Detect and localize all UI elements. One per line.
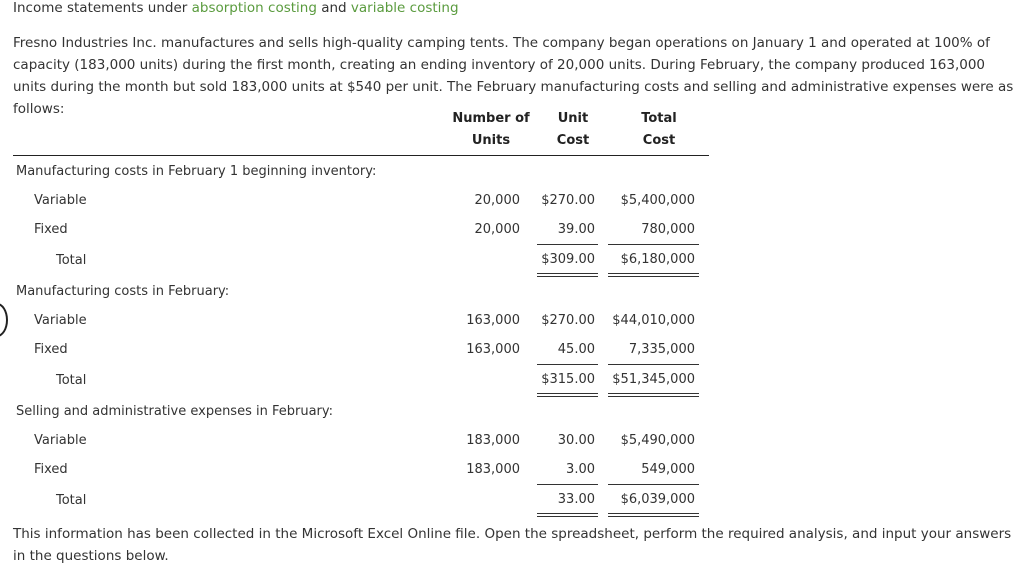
total-cost-cell: 549,000 <box>641 462 695 477</box>
total-double-rule <box>537 393 598 397</box>
section-title: Selling and administrative expenses in February: <box>16 404 334 419</box>
total-cost-total: $6,039,000 <box>620 492 695 507</box>
unit-cost-cell: $270.00 <box>541 193 595 208</box>
row-label-variable: Variable <box>34 313 87 328</box>
heading-prefix: Income statements under <box>13 0 192 16</box>
header-units-line2: Units <box>471 133 511 148</box>
units-cell: 20,000 <box>474 222 520 237</box>
subtotal-rule <box>608 364 699 365</box>
total-double-rule <box>608 273 699 277</box>
subtotal-rule <box>537 364 598 365</box>
variable-costing-link[interactable]: variable costing <box>350 0 459 16</box>
row-label-fixed: Fixed <box>34 342 68 357</box>
intro-paragraph: Fresno Industries Inc. manufactures and sells high-quality camping tents. The company began operations on January 1 and operated at 100% of capacity (183,000 units) during the first month, creating an ending inventory of 20,000 units. During February, the company produced 163,000 units during the month but sold 183,000 units at $540 per unit. The February manufacturing costs and selling and administrative expenses were as follows: <box>13 35 1014 117</box>
row-label-variable: Variable <box>34 193 87 208</box>
section-title: Manufacturing costs in February 1 beginning inventory: <box>16 164 377 179</box>
total-double-rule <box>537 513 598 517</box>
total-cost-cell: $44,010,000 <box>612 313 695 328</box>
units-cell: 20,000 <box>474 193 520 208</box>
units-cell: 163,000 <box>466 342 520 357</box>
row-label-total: Total <box>56 493 87 508</box>
total-cost-cell: 780,000 <box>641 222 695 237</box>
page-heading <box>13 0 459 17</box>
total-cost-cell: $5,490,000 <box>620 433 695 448</box>
total-cost-total: $6,180,000 <box>620 252 695 267</box>
total-double-rule <box>608 513 699 517</box>
units-cell: 183,000 <box>466 433 520 448</box>
subtotal-rule <box>608 484 699 485</box>
absorption-costing-link[interactable]: absorption costing <box>191 0 317 16</box>
header-unit-line1: Unit <box>557 111 589 126</box>
unit-cost-cell: 30.00 <box>557 433 595 448</box>
total-double-rule <box>537 273 598 277</box>
subtotal-rule <box>537 484 598 485</box>
header-total-line2: Cost <box>642 133 676 148</box>
heading-and: and <box>316 0 351 16</box>
radio-indicator-icon <box>0 303 8 337</box>
total-double-rule <box>608 393 699 397</box>
row-label-fixed: Fixed <box>34 462 68 477</box>
unit-cost-cell: $270.00 <box>541 313 595 328</box>
row-label-fixed: Fixed <box>34 222 68 237</box>
row-label-total: Total <box>56 373 87 388</box>
total-cost-cell: 7,335,000 <box>628 342 695 357</box>
header-unit-cost <box>538 108 608 152</box>
unit-cost-total: $315.00 <box>541 372 595 387</box>
unit-cost-cell: 39.00 <box>557 222 595 237</box>
total-cost-total: $51,345,000 <box>612 372 695 387</box>
units-cell: 183,000 <box>466 462 520 477</box>
units-cell: 163,000 <box>466 313 520 328</box>
unit-cost-total: 33.00 <box>557 492 595 507</box>
row-label-variable: Variable <box>34 433 87 448</box>
unit-cost-cell: 3.00 <box>566 462 595 477</box>
section-title: Manufacturing costs in February: <box>16 284 230 299</box>
header-total-line1: Total <box>641 111 677 126</box>
unit-cost-cell: 45.00 <box>557 342 595 357</box>
row-label-total: Total <box>56 253 87 268</box>
header-number-of-units <box>446 108 536 152</box>
header-total-cost <box>619 108 699 152</box>
header-unit-line2: Cost <box>556 133 590 148</box>
footer-paragraph: This information has been collected in the Microsoft Excel Online file. Open the spreadsheet, perform the required analysis, and input your answers in the questions below. <box>13 526 1012 564</box>
header-units-line1: Number of <box>452 111 530 126</box>
subtotal-rule <box>537 244 598 245</box>
header-divider <box>13 155 709 156</box>
total-cost-cell: $5,400,000 <box>620 193 695 208</box>
subtotal-rule <box>608 244 699 245</box>
unit-cost-total: $309.00 <box>541 252 595 267</box>
